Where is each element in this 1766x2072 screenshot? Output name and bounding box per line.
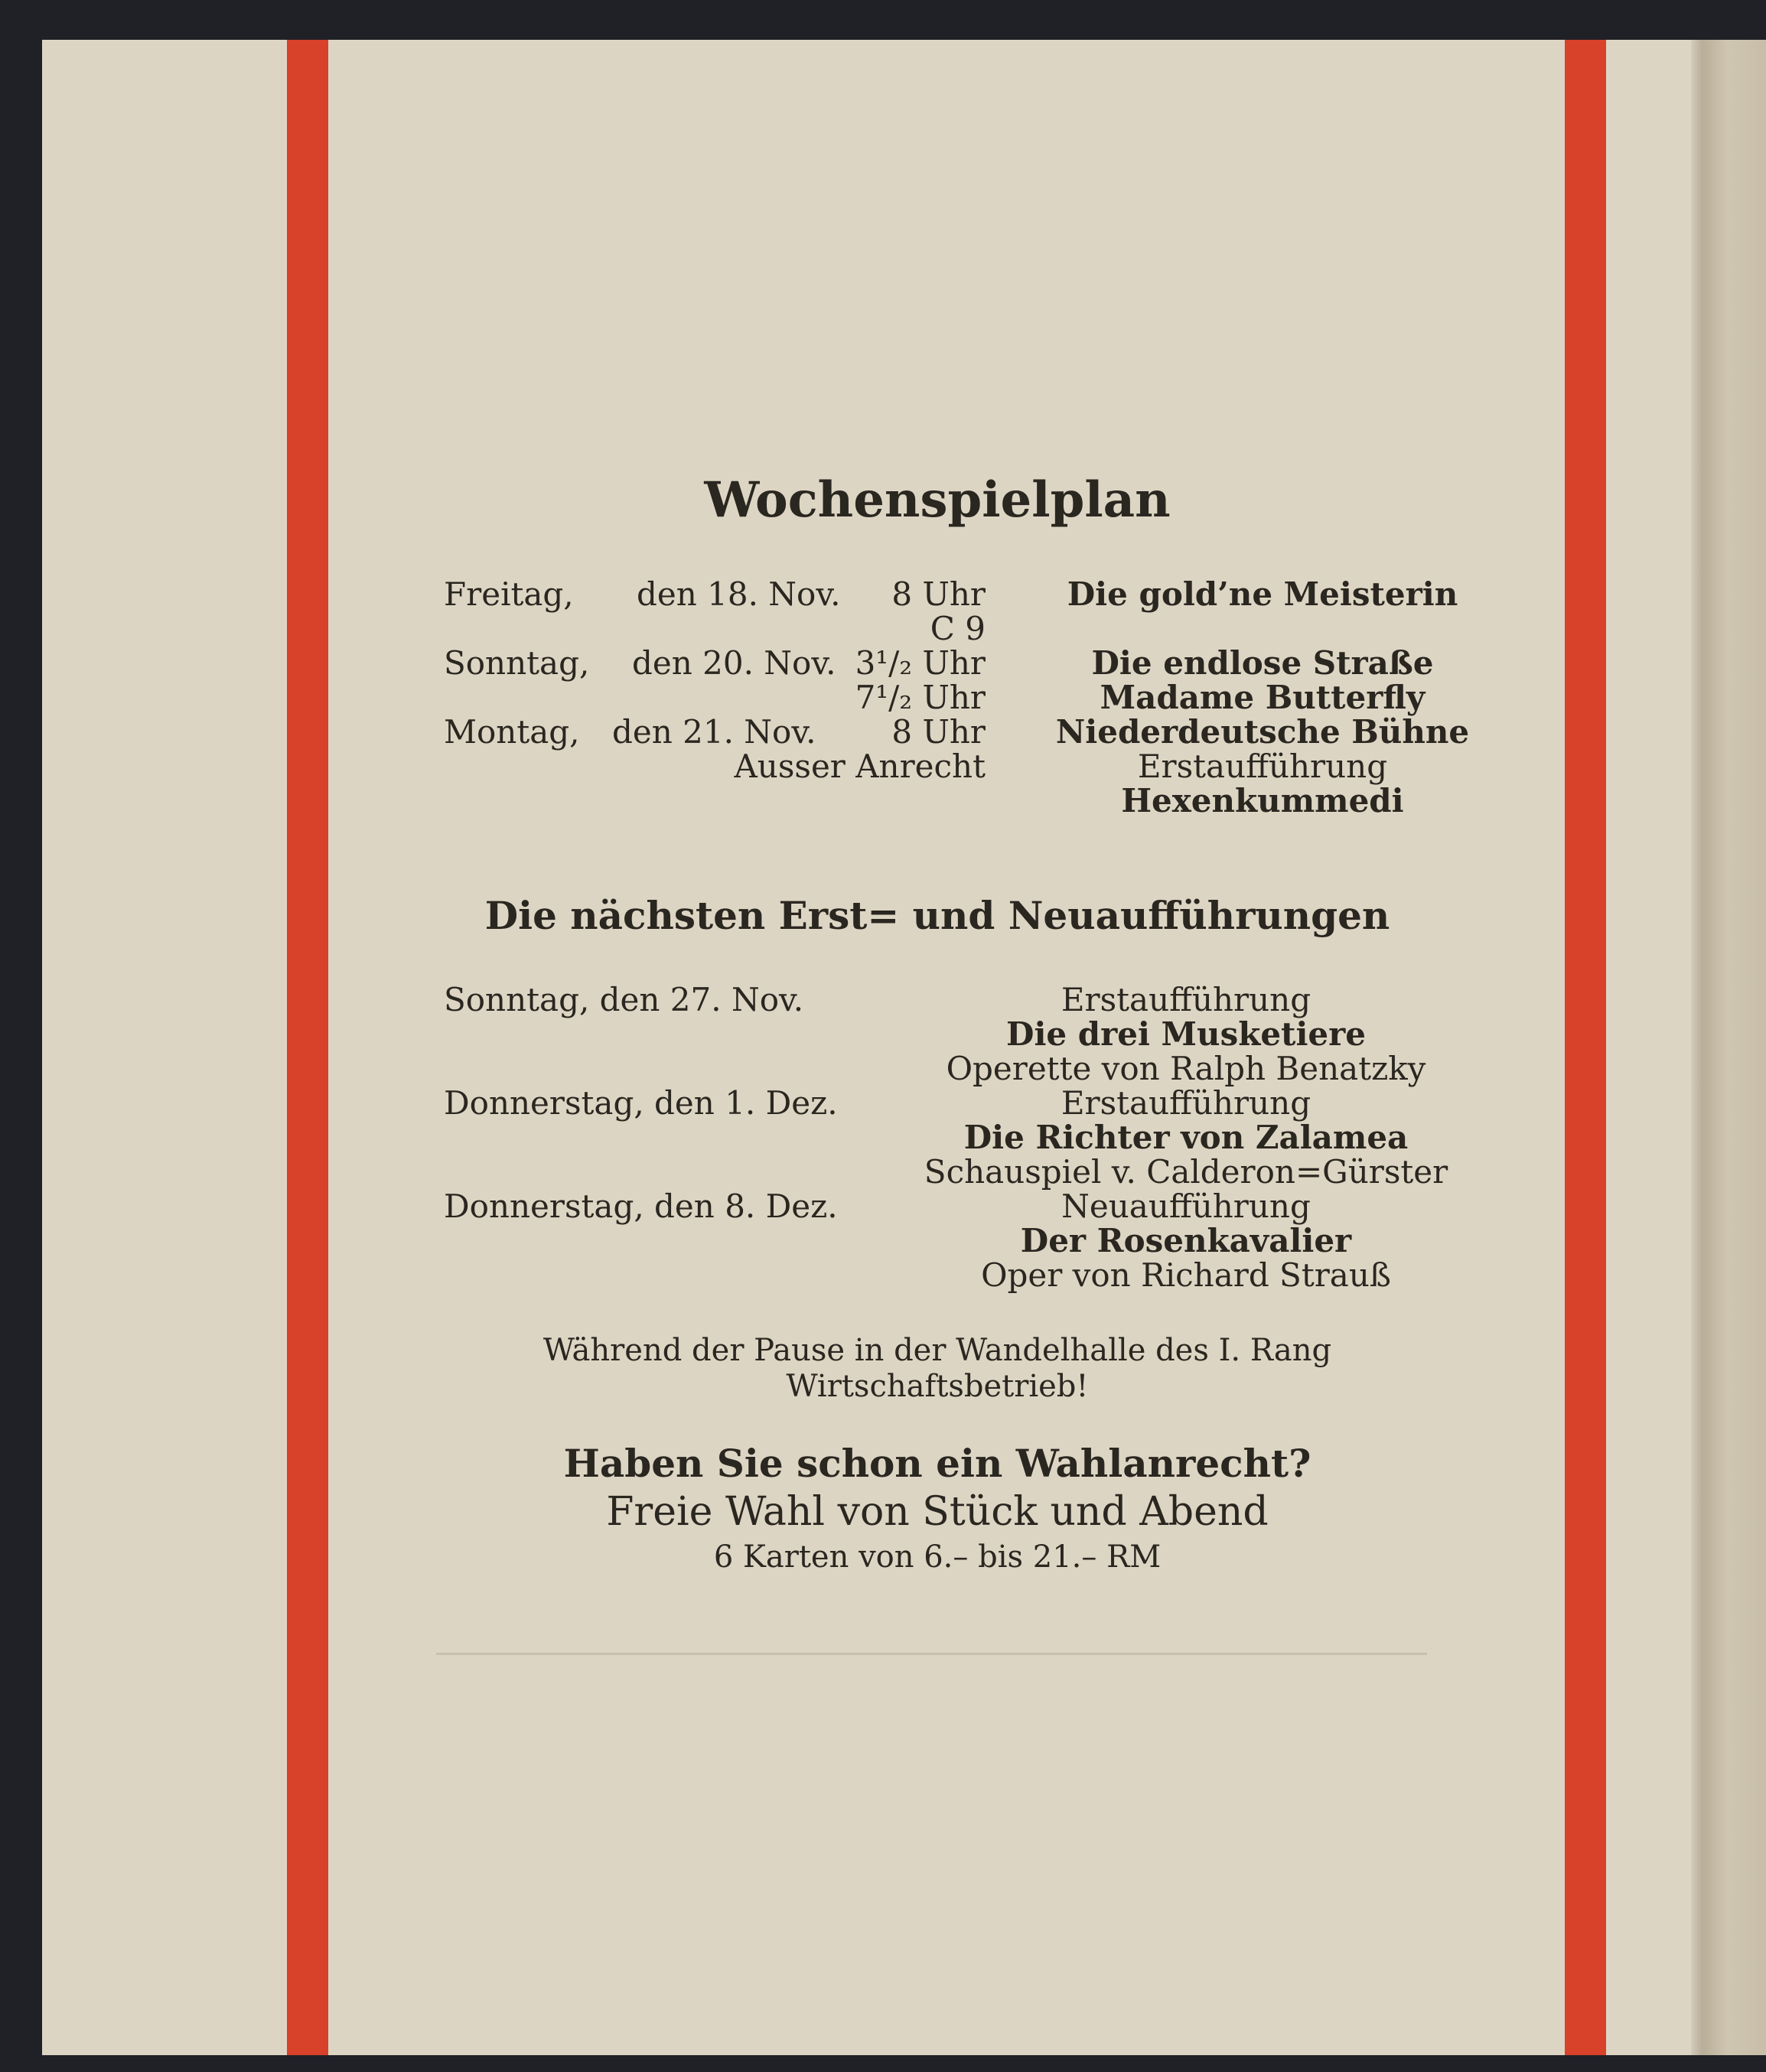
promo-price: 6 Karten von 6.– bis 21.– RM: [713, 1539, 1162, 1575]
schedule-cycle: C 9: [930, 610, 986, 647]
schedule-date: den 18. Nov.: [637, 575, 841, 613]
schedule-play-note: Erstaufführung: [1137, 748, 1388, 785]
schedule-date: den 20. Nov.: [632, 644, 836, 682]
next-page-edge: [1702, 40, 1766, 2055]
premiere-date: Donnerstag, den 1. Dez.: [444, 1084, 838, 1122]
red-border-stripe-right: [1565, 40, 1606, 2055]
premiere-type: Neuaufführung: [1061, 1187, 1311, 1225]
schedule-date: den 21. Nov.: [612, 713, 816, 751]
promo-subline: Freie Wahl von Stück und Abend: [606, 1489, 1269, 1535]
premiere-type: Erstaufführung: [1061, 981, 1311, 1018]
schedule-day: Freitag,: [444, 575, 574, 613]
schedule-time: 8 Uhr: [891, 575, 986, 613]
schedule-play: Die gold’ne Meisterin: [1067, 575, 1458, 613]
schedule-play: Niederdeutsche Bühne: [1055, 713, 1470, 751]
pause-notice: Wirtschaftsbetrieb!: [786, 1369, 1089, 1404]
premiere-date: Sonntag, den 27. Nov.: [444, 981, 804, 1018]
red-border-stripe-left: [287, 40, 328, 2055]
show-through-rule: [436, 1653, 1427, 1655]
premiere-title: Die Richter von Zalamea: [963, 1119, 1409, 1156]
schedule-play: Hexenkummedi: [1121, 782, 1404, 819]
premiere-author: Schauspiel v. Calderon=Gürster: [924, 1153, 1448, 1191]
schedule-time: 3¹/₂ Uhr: [855, 644, 986, 682]
promo-question: Haben Sie schon ein Wahlanrecht?: [563, 1441, 1311, 1486]
premiere-author: Oper von Richard Strauß: [981, 1256, 1391, 1294]
schedule-play: Die endlose Straße: [1091, 644, 1434, 682]
pause-notice: Während der Pause in der Wandelhalle des I. Rang: [543, 1333, 1332, 1368]
premiere-type: Erstaufführung: [1061, 1084, 1311, 1122]
premiere-title: Der Rosenkavalier: [1020, 1222, 1352, 1259]
premiere-author: Operette von Ralph Benatzky: [946, 1050, 1426, 1087]
schedule-play: Madame Butterfly: [1100, 679, 1426, 716]
page-title: Wochenspielplan: [704, 471, 1171, 529]
schedule-time: 7¹/₂ Uhr: [855, 679, 986, 716]
schedule-note: Ausser Anrecht: [734, 748, 986, 785]
section-heading: Die nächsten Erst= und Neuaufführungen: [484, 893, 1390, 938]
schedule-day: Sonntag,: [444, 644, 590, 682]
schedule-time: 8 Uhr: [891, 713, 986, 751]
schedule-day: Montag,: [444, 713, 580, 751]
premiere-date: Donnerstag, den 8. Dez.: [444, 1187, 838, 1225]
premiere-title: Die drei Musketiere: [1006, 1015, 1366, 1053]
